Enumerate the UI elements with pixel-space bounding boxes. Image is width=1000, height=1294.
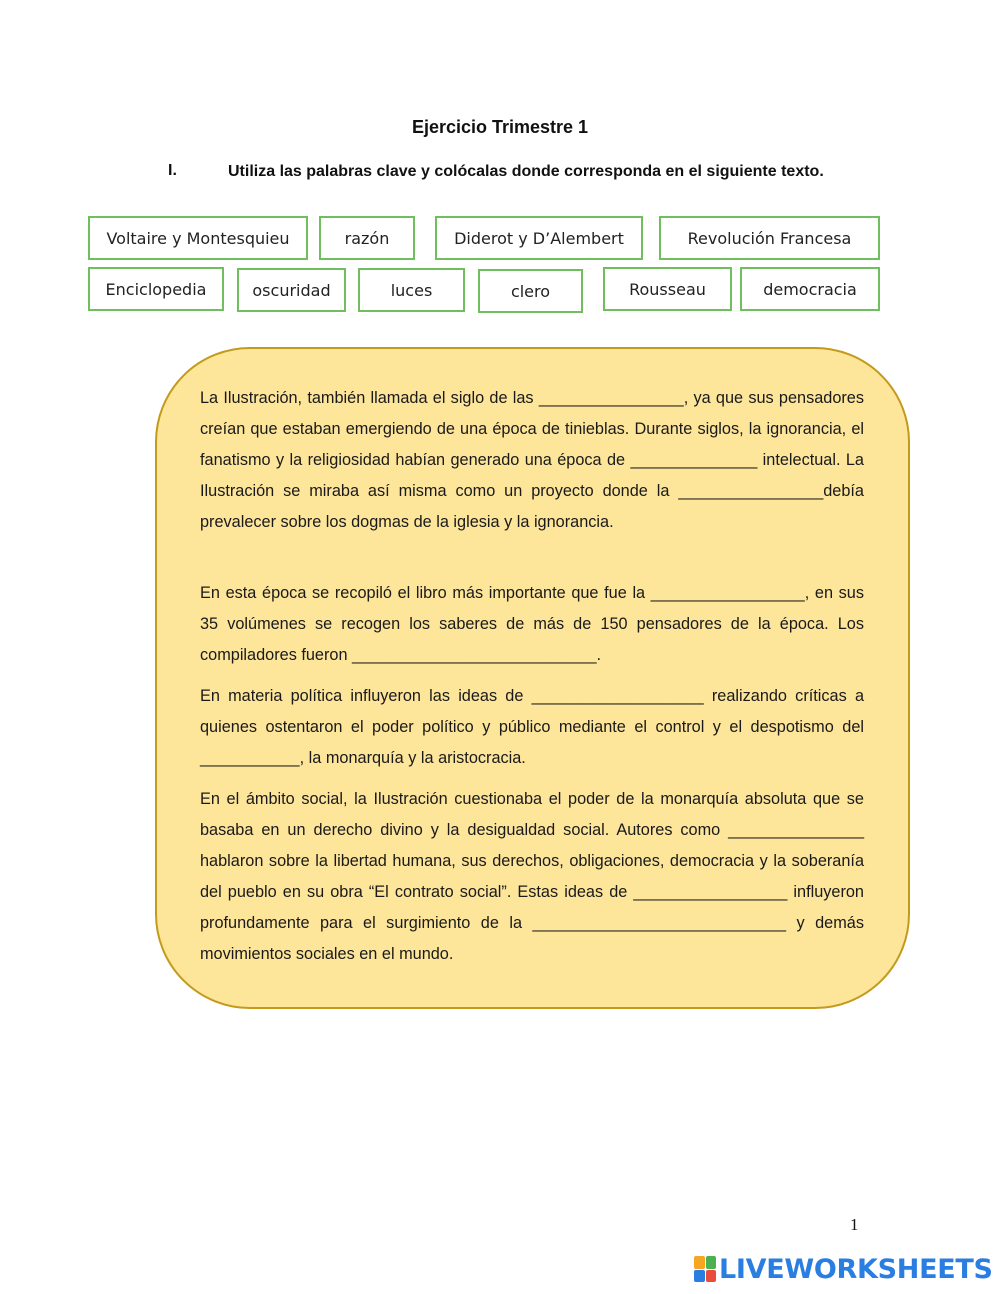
instruction-text: Utiliza las palabras clave y colócalas donde corresponda en el siguiente texto. bbox=[228, 163, 824, 180]
word-chip[interactable]: Enciclopedia bbox=[88, 267, 224, 311]
logo-text: LIVEWORKSHEETS bbox=[719, 1253, 993, 1285]
word-chip[interactable]: razón bbox=[319, 216, 415, 260]
word-chip[interactable]: Voltaire y Montesquieu bbox=[88, 216, 308, 260]
word-chip[interactable]: luces bbox=[358, 268, 465, 312]
word-chip[interactable]: Rousseau bbox=[603, 267, 732, 311]
page-number: 1 bbox=[850, 1215, 859, 1234]
instruction-number: I. bbox=[168, 162, 177, 179]
paragraph: La Ilustración, también llamada el siglo de las ________________, ya que sus pensadores creían que estaban emergiendo de una época de tinieblas. Durante siglos, la ignorancia, el fanatismo y la religiosidad habían generado una época de ______________ intelectual. La Ilustración se miraba así misma como un proyecto donde la ________________debía prevalecer sobre los dogmas de la iglesia y la ignorancia. bbox=[200, 389, 864, 531]
logo-badge-icon bbox=[694, 1256, 716, 1282]
paragraph: En esta época se recopiló el libro más importante que fue la _________________, en sus 35 volúmenes se recogen los saberes de más de 150 pensadores de la época. Los compiladores fueron ___________________________. bbox=[200, 584, 864, 664]
liveworksheets-logo bbox=[694, 1254, 993, 1284]
page-title: Ejercicio Trimestre 1 bbox=[411, 117, 589, 137]
paragraph: En materia política influyeron las ideas de ___________________ realizando críticas a quienes ostentaron el poder político y público mediante el control y el despotismo del ___________, la monarquía y la aristocracia. bbox=[200, 687, 864, 767]
word-chip[interactable]: Revolución Francesa bbox=[659, 216, 880, 260]
word-chip[interactable]: oscuridad bbox=[237, 268, 346, 312]
paragraph: En el ámbito social, la Ilustración cuestionaba el poder de la monarquía absoluta que se basaba en un derecho divino y la desigualdad social. Autores como _______________ hablaron sobre la libertad humana, sus derechos, obligaciones, democracia y la soberanía del pueblo en su obra “El contrato social”. Estas ideas de _________________ influyeron profundamente para el surgimiento de la ____________________________ y demás movimientos sociales en el mundo. bbox=[200, 790, 864, 963]
word-chip[interactable]: Diderot y D’Alembert bbox=[435, 216, 643, 260]
word-chip[interactable]: clero bbox=[478, 269, 583, 313]
word-chip[interactable]: democracia bbox=[740, 267, 880, 311]
